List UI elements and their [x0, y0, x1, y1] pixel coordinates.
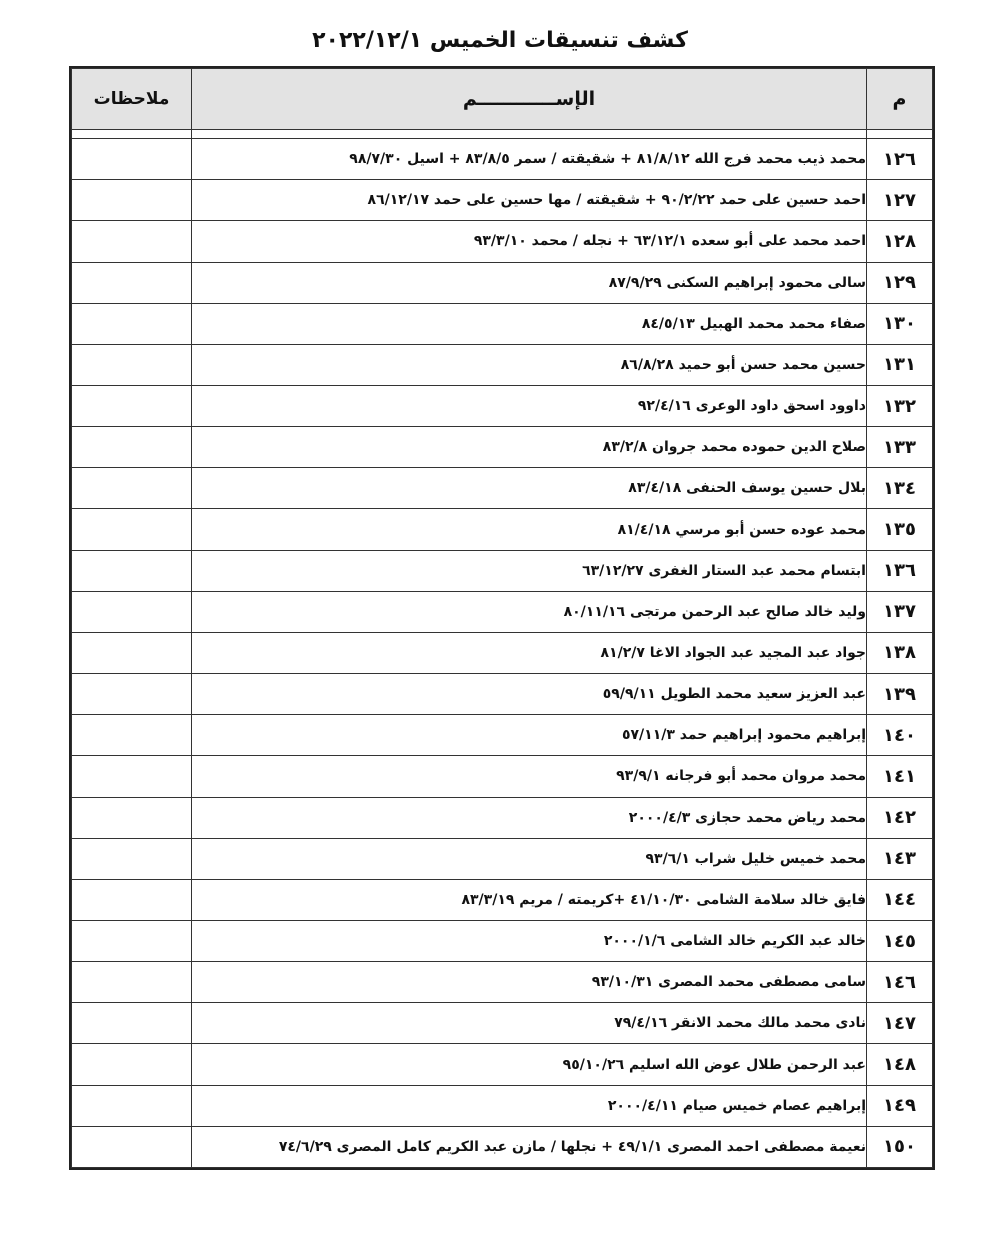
table-row: [72, 838, 933, 879]
table-row: [72, 1126, 933, 1167]
row-notes: [72, 139, 192, 180]
row-number: ١٤٢: [867, 797, 933, 838]
table-row: [72, 303, 933, 344]
row-notes: [72, 344, 192, 385]
row-name: سامى مصطفى محمد المصرى ٩٣/١٠/٣١: [192, 962, 867, 1003]
row-name: نعيمة مصطفى احمد المصرى ٤٩/١/١ + نجلها / مازن عبد الكريم كامل المصرى ٧٤/٦/٢٩: [192, 1126, 867, 1167]
row-number: ١٤٥: [867, 921, 933, 962]
row-notes: [72, 921, 192, 962]
table-row: [72, 921, 933, 962]
row-notes: [72, 674, 192, 715]
row-number: ١٤٤: [867, 879, 933, 920]
row-name: حسين محمد حسن أبو حميد ٨٦/٨/٢٨: [192, 344, 867, 385]
row-name: جواد عبد المجيد عبد الجواد الاغا ٨١/٢/٧: [192, 632, 867, 673]
row-number: ١٢٦: [867, 139, 933, 180]
table-row: [72, 591, 933, 632]
table-row: [72, 385, 933, 426]
table-row: [72, 427, 933, 468]
row-number: ١٣٧: [867, 591, 933, 632]
row-number: ١٣٥: [867, 509, 933, 550]
row-number: ١٤٦: [867, 962, 933, 1003]
row-name: محمد رياض محمد حجازى ٢٠٠٠/٤/٣: [192, 797, 867, 838]
row-number: ١٤٩: [867, 1085, 933, 1126]
spacer-cell: [72, 130, 192, 139]
row-notes: [72, 1126, 192, 1167]
roster-table: [71, 68, 933, 1168]
table-row: [72, 674, 933, 715]
row-number: ١٤١: [867, 756, 933, 797]
row-notes: [72, 1085, 192, 1126]
row-notes: [72, 715, 192, 756]
row-notes: [72, 468, 192, 509]
row-number: ١٤٣: [867, 838, 933, 879]
row-name: داوود اسحق داود الوعرى ٩٢/٤/١٦: [192, 385, 867, 426]
row-notes: [72, 632, 192, 673]
row-name: ابتسام محمد عبد الستار الغفرى ٦٣/١٢/٢٧: [192, 550, 867, 591]
row-name: صفاء محمد محمد الهبيل ٨٤/٥/١٣: [192, 303, 867, 344]
row-notes: [72, 509, 192, 550]
row-number: ١٢٧: [867, 180, 933, 221]
row-notes: [72, 797, 192, 838]
roster-sheet: [69, 66, 935, 1170]
row-name: إبراهيم عصام خميس صيام ٢٠٠٠/٤/١١: [192, 1085, 867, 1126]
table-row: [72, 344, 933, 385]
spacer-cell: [192, 130, 867, 139]
table-row: [72, 632, 933, 673]
table-row: [72, 1003, 933, 1044]
table-row: [72, 715, 933, 756]
row-name: خالد عبد الكريم خالد الشامى ٢٠٠٠/١/٦: [192, 921, 867, 962]
row-number: ١٣٢: [867, 385, 933, 426]
row-name: سالى محمود إبراهيم السكنى ٨٧/٩/٢٩: [192, 262, 867, 303]
table-row: [72, 139, 933, 180]
row-name: محمد خميس خليل شراب ٩٣/٦/١: [192, 838, 867, 879]
row-number: ١٣٨: [867, 632, 933, 673]
row-number: ١٥٠: [867, 1126, 933, 1167]
table-row: [72, 1085, 933, 1126]
row-number: ١٣٩: [867, 674, 933, 715]
table-row: [72, 180, 933, 221]
page-title: كشف تنسيقات الخميس ٢٠٢٢/١٢/١: [312, 28, 688, 53]
row-number: ١٢٨: [867, 221, 933, 262]
row-notes: [72, 262, 192, 303]
row-notes: [72, 838, 192, 879]
header-row: [72, 69, 933, 130]
row-name: نادى محمد مالك محمد الانقر ٧٩/٤/١٦: [192, 1003, 867, 1044]
row-number: ١٣١: [867, 344, 933, 385]
row-name: احمد محمد على أبو سعده ٦٣/١٢/١ + نجله / محمد ٩٣/٣/١٠: [192, 221, 867, 262]
row-number: ١٢٩: [867, 262, 933, 303]
spacer-row: [72, 130, 933, 139]
table-row: [72, 756, 933, 797]
spacer-cell: [867, 130, 933, 139]
row-name: عبد الرحمن طلال عوض الله اسليم ٩٥/١٠/٢٦: [192, 1044, 867, 1085]
row-number: ١٣٣: [867, 427, 933, 468]
row-notes: [72, 879, 192, 920]
roster-body: [72, 130, 933, 1168]
row-notes: [72, 550, 192, 591]
row-number: ١٣٠: [867, 303, 933, 344]
table-row: [72, 1044, 933, 1085]
row-notes: [72, 591, 192, 632]
table-row: [72, 221, 933, 262]
row-name: عبد العزيز سعيد محمد الطويل ٥٩/٩/١١: [192, 674, 867, 715]
row-name: محمد مروان محمد أبو فرجانه ٩٣/٩/١: [192, 756, 867, 797]
table-row: [72, 509, 933, 550]
row-notes: [72, 180, 192, 221]
row-notes: [72, 1044, 192, 1085]
table-row: [72, 879, 933, 920]
row-notes: [72, 756, 192, 797]
row-name: صلاح الدين حموده محمد جروان ٨٣/٢/٨: [192, 427, 867, 468]
row-notes: [72, 1003, 192, 1044]
row-name: إبراهيم محمود إبراهيم حمد ٥٧/١١/٣: [192, 715, 867, 756]
row-number: ١٣٤: [867, 468, 933, 509]
row-name: فايق خالد سلامة الشامى ٤١/١٠/٣٠ +كريمته / مريم ٨٣/٣/١٩: [192, 879, 867, 920]
table-row: [72, 550, 933, 591]
table-row: [72, 962, 933, 1003]
row-name: محمد عوده حسن أبو مرسي ٨١/٤/١٨: [192, 509, 867, 550]
row-number: ١٤٨: [867, 1044, 933, 1085]
row-name: محمد ذيب محمد فرج الله ٨١/٨/١٢ + شقيقته / سمر ٨٣/٨/٥ + اسيل ٩٨/٧/٣٠: [192, 139, 867, 180]
table-row: [72, 468, 933, 509]
row-notes: [72, 221, 192, 262]
row-notes: [72, 962, 192, 1003]
row-number: ١٤٧: [867, 1003, 933, 1044]
row-name: احمد حسين على حمد ٩٠/٢/٢٢ + شقيقته / مها حسين على حمد ٨٦/١٢/١٧: [192, 180, 867, 221]
row-name: وليد خالد صالح عبد الرحمن مرتجى ٨٠/١١/١٦: [192, 591, 867, 632]
row-number: ١٤٠: [867, 715, 933, 756]
table-row: [72, 797, 933, 838]
header-notes: ملاحظات: [72, 69, 192, 130]
row-notes: [72, 303, 192, 344]
header-number: م: [867, 69, 933, 130]
row-notes: [72, 385, 192, 426]
header-name: الإســــــــــــم: [192, 69, 867, 130]
row-name: بلال حسين يوسف الحنفى ٨٣/٤/١٨: [192, 468, 867, 509]
row-notes: [72, 427, 192, 468]
row-number: ١٣٦: [867, 550, 933, 591]
table-row: [72, 262, 933, 303]
